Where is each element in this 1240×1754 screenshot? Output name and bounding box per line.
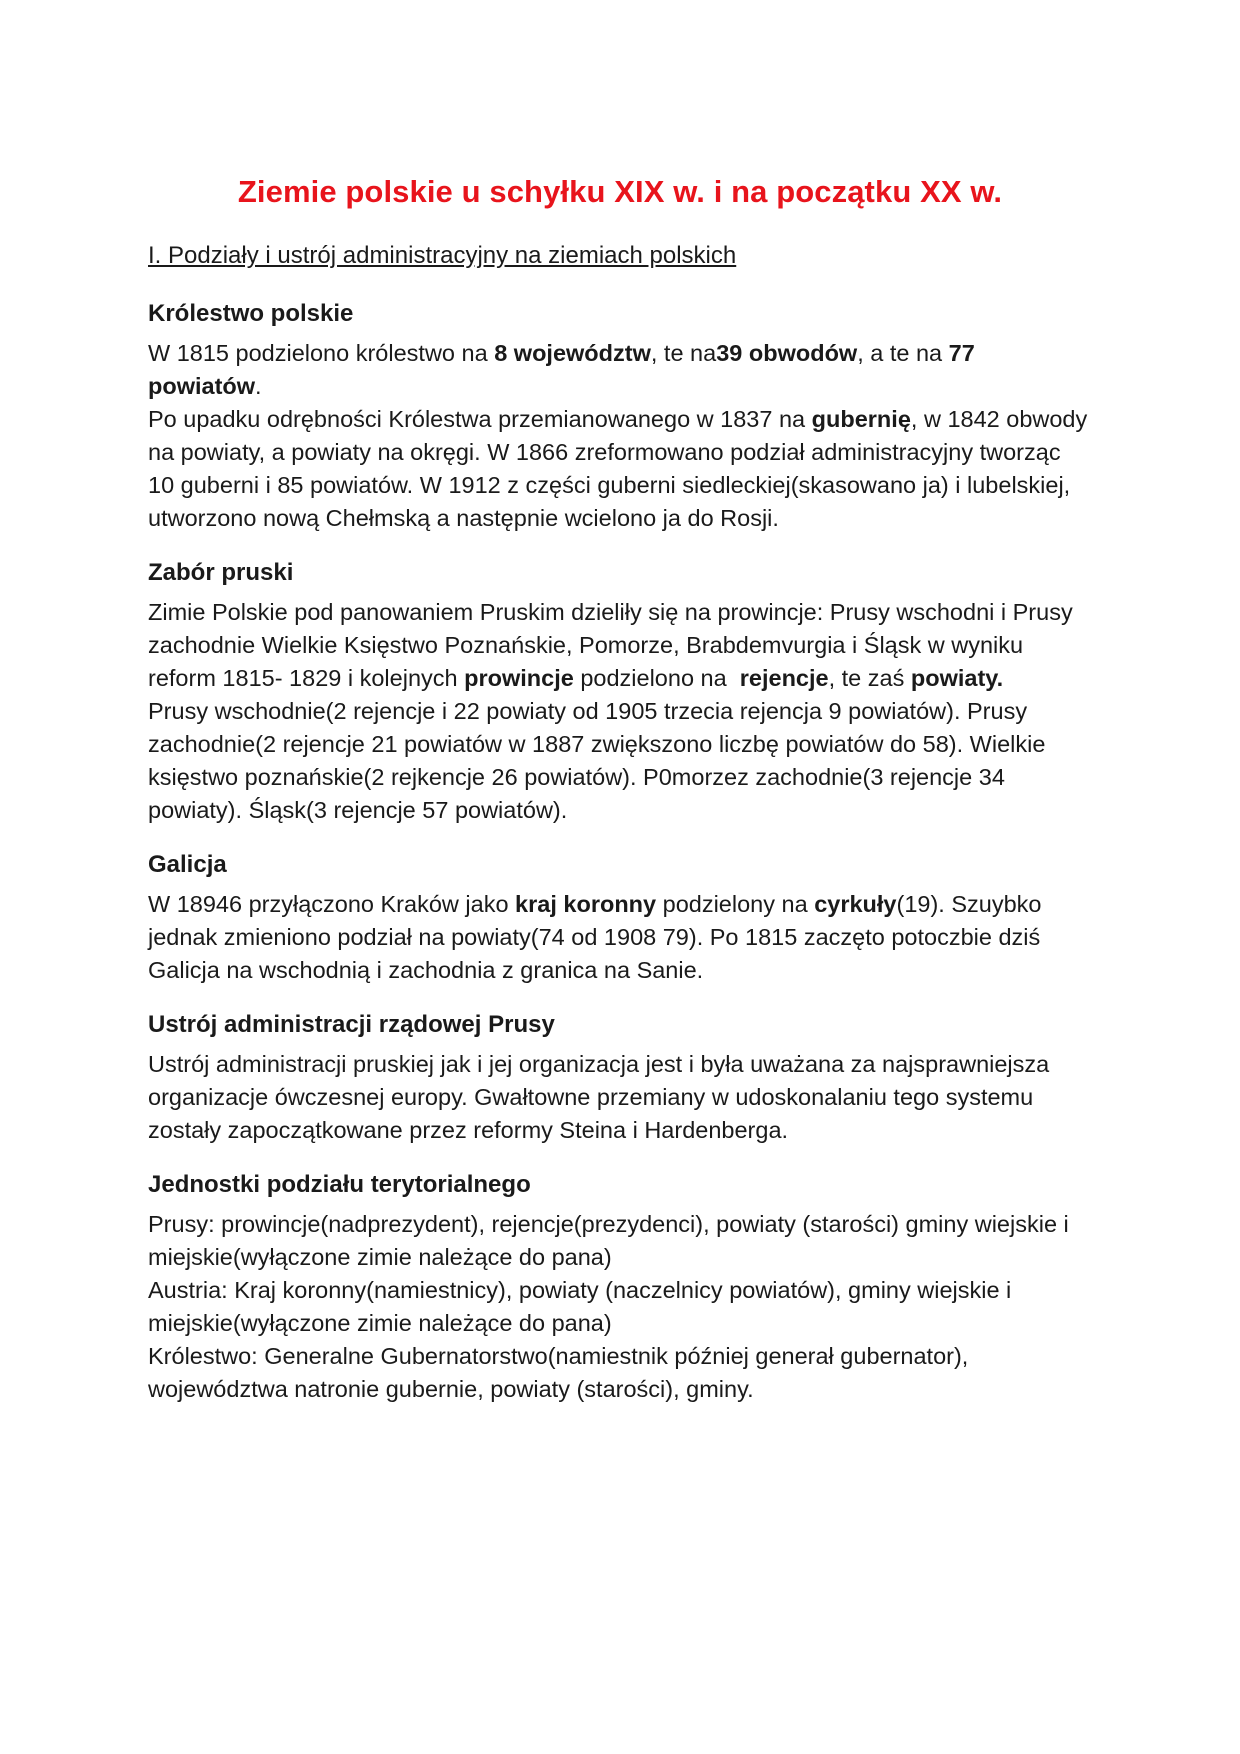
bold-run: 77 powiatów: [148, 340, 975, 399]
bold-run: rejencje: [739, 665, 829, 691]
text-run: (19). Szuybko jednak zmieniono podział na powiaty(74 od 1908 79). Po 1815 zaczęto potoczbie dziś Galicja na wschodnią i zachodnia z granica na Sanie.: [148, 891, 1042, 983]
text-run: , a te na: [857, 340, 949, 366]
text-run: , te zaś: [828, 665, 911, 691]
text-run: Zimie Polskie pod panowaniem Pruskim dzieliły się na prowincje: Prusy wschodni i Prusy zachodnie Wielkie Księstwo Poznańskie, Pomorze, Brabdemvurgia i Śląsk w wyniku reform 1815- 1829 i kolejnych: [148, 599, 1073, 691]
block-heading: Zabór pruski: [148, 559, 294, 586]
text-run: podzielono na: [573, 665, 740, 691]
text-run: , w 1842 obwody na powiaty, a powiaty na okręgi. W 1866 zreformowano podział administracyjny tworząc 10 guberni i 85 powiatów. W 1912 z części guberni siedleckiej(skasowano ja) i lubelskiej, utworzono nową Chełmską a następnie wcielono ja do Rosji.: [148, 406, 1088, 531]
block-heading: Królestwo polskie: [148, 300, 354, 327]
text-run: Prusy: prowincje(nadprezydent), rejencje(prezydenci), powiaty (starości) gminy wiejskie i miejskie(wyłączone zimie należące do pana): [148, 1211, 1069, 1270]
bold-run: prowincje: [464, 665, 574, 691]
bold-run: cyrkuły: [814, 891, 897, 917]
text-run: W 1815 podzielono królestwo na: [148, 340, 495, 366]
paragraph: [148, 1340, 1092, 1406]
block-jednostki: [148, 1169, 1092, 1406]
text-run: Ustrój administracji pruskiej jak i jej organizacja jest i była uważana za najsprawniejsza organizacje ówczesnej europy. Gwałtowne przemiany w udoskonalaniu tego systemu zostały zapoczątkowane przez reformy Steina i Hardenberga.: [148, 1051, 1050, 1143]
bold-run: powiaty.: [910, 665, 1004, 691]
text-run: podzielony na: [656, 891, 815, 917]
block-ustroj-prusy: [148, 1009, 1092, 1147]
block-heading: Ustrój administracji rządowej Prusy: [148, 1011, 555, 1038]
paragraph: [148, 695, 1092, 827]
document-body: [148, 298, 1092, 1428]
bold-run: 8 województw: [494, 340, 651, 366]
paragraph: [148, 1208, 1092, 1274]
paragraph: [148, 1048, 1092, 1147]
paragraph: [148, 403, 1092, 535]
text-run: W 18946 przyłączono Kraków jako: [148, 891, 516, 917]
text-run: Po upadku odrębności Królestwa przemianowanego w 1837 na: [148, 406, 812, 432]
bold-run: kraj koronny: [515, 891, 657, 917]
text-run: Austria: Kraj koronny(namiestnicy), powiaty (naczelnicy powiatów), gminy wiejskie i miejskie(wyłączone zimie należące do pana): [148, 1277, 1012, 1336]
paragraph: [148, 888, 1092, 987]
block-zabor-pruski: [148, 557, 1092, 827]
paragraph: [148, 596, 1092, 695]
section-title: I. Podziały i ustrój administracyjny na ziemiach polskich: [148, 242, 737, 269]
text-run: , te na: [650, 340, 717, 366]
document-title: Ziemie polskie u schyłku XIX w. i na początku XX w.: [237, 174, 1003, 209]
paragraph: [148, 1274, 1092, 1340]
paragraph: [148, 337, 1092, 403]
block-galicja: [148, 849, 1092, 987]
block-heading: Galicja: [148, 851, 227, 878]
text-run: .: [255, 373, 262, 399]
text-run: Prusy wschodnie(2 rejencje i 22 powiaty od 1905 trzecia rejencja 9 powiatów). Prusy zachodnie(2 rejencje 21 powiatów w 1887 zwiększono liczbę powiatów do 58). Wielkie księstwo poznańskie(2 rejkencje 26 powiatów). P0morzez zachodnie(3 rejencje 34 powiaty). Śląsk(3 rejencje 57 powiatów).: [148, 698, 1046, 823]
bold-run: gubernię: [811, 406, 911, 432]
bold-run: 39 obwodów: [716, 340, 858, 366]
text-run: Królestwo: Generalne Gubernatorstwo(namiestnik później generał gubernator), województwa natronie gubernie, powiaty (starości), gminy.: [148, 1343, 969, 1402]
block-krolestwo: [148, 298, 1092, 535]
block-heading: Jednostki podziału terytorialnego: [148, 1171, 531, 1198]
